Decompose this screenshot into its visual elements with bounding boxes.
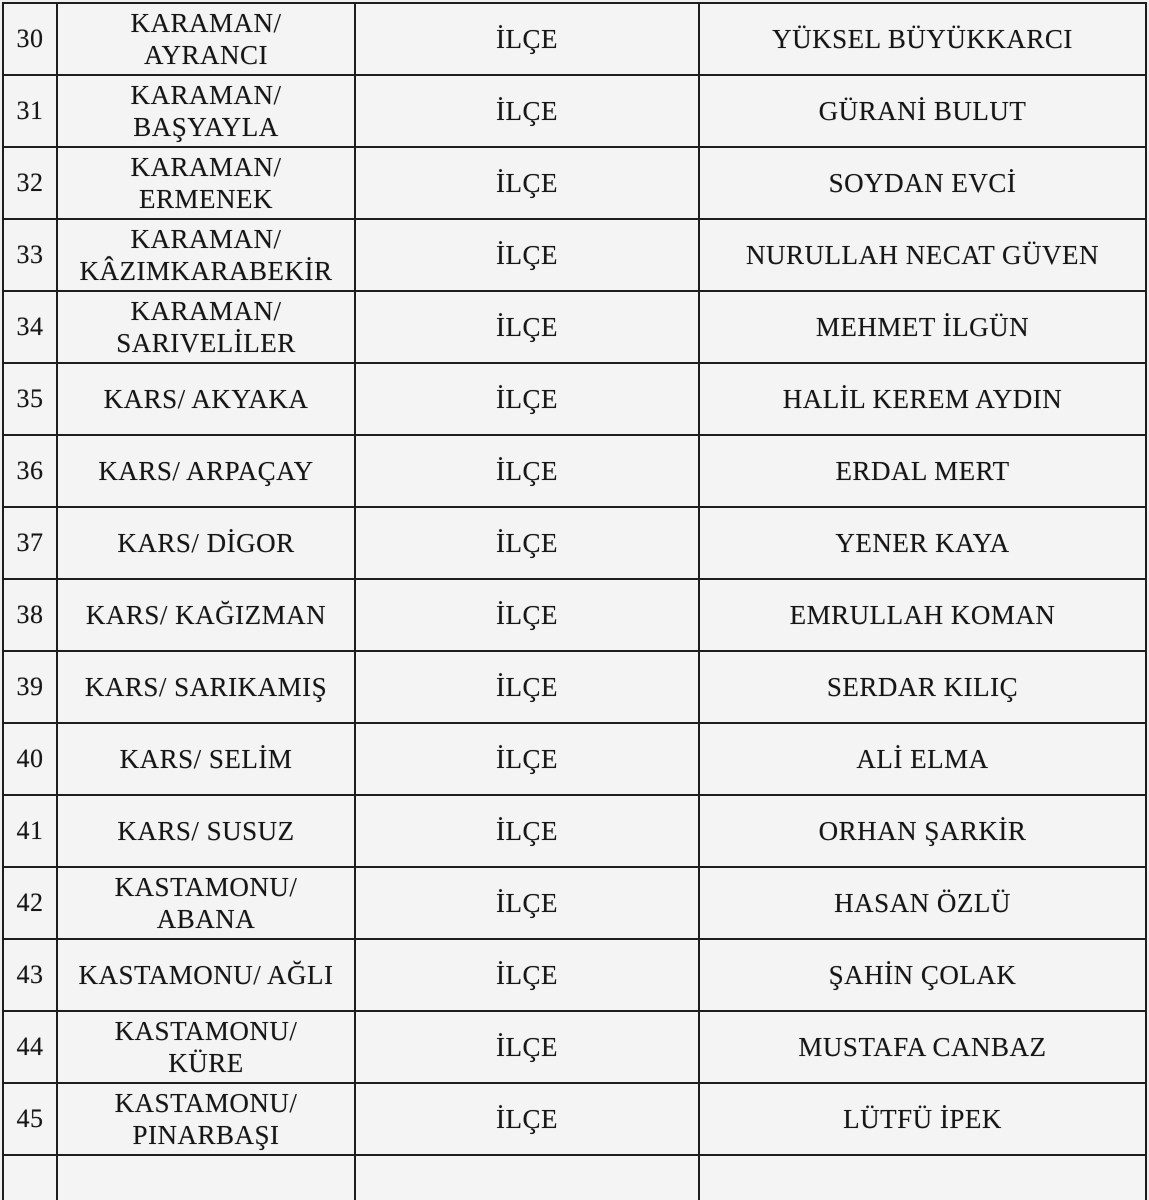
row-number-cell: 34 (3, 291, 57, 363)
row-number-cell: 45 (3, 1083, 57, 1155)
table-row (3, 723, 1146, 795)
location-line: KARS/ AKYAKA (103, 384, 309, 414)
location-line: BAŞYAYLA (133, 112, 279, 142)
name-cell: MEHMET İLGÜN (699, 291, 1146, 363)
name-cell: ORHAN ŞARKİR (699, 795, 1146, 867)
table-body (3, 3, 1146, 1200)
table-row (3, 1083, 1146, 1155)
type-cell: İLÇE (355, 219, 699, 291)
name-cell (699, 1155, 1146, 1200)
location-line: KARAMAN/ (130, 80, 282, 110)
type-cell: İLÇE (355, 507, 699, 579)
location-line: KARS/ SUSUZ (117, 816, 295, 846)
name-cell: HALİL KEREM AYDIN (699, 363, 1146, 435)
location-line: KASTAMONU/ (114, 872, 298, 902)
type-cell: İLÇE (355, 795, 699, 867)
location-cell (57, 579, 355, 651)
location-cell (57, 291, 355, 363)
row-number-cell: 36 (3, 435, 57, 507)
table-row (3, 507, 1146, 579)
table-row (3, 795, 1146, 867)
type-cell: İLÇE (355, 1083, 699, 1155)
location-line: KARS/ KAĞIZMAN (85, 600, 327, 630)
location-cell (57, 219, 355, 291)
type-cell: İLÇE (355, 1011, 699, 1083)
location-cell (57, 723, 355, 795)
location-line: KASTAMONU/ (114, 1016, 298, 1046)
type-cell: İLÇE (355, 75, 699, 147)
type-cell: İLÇE (355, 291, 699, 363)
table-row (3, 3, 1146, 75)
location-line: KARS/ SARIKAMIŞ (84, 672, 328, 702)
row-number-cell: 35 (3, 363, 57, 435)
location-cell (57, 147, 355, 219)
name-cell: YENER KAYA (699, 507, 1146, 579)
type-cell: İLÇE (355, 147, 699, 219)
row-number-cell: 38 (3, 579, 57, 651)
type-cell: İLÇE (355, 723, 699, 795)
location-cell (57, 1083, 355, 1155)
table-row (3, 1011, 1146, 1083)
location-line: AYRANCI (143, 40, 269, 70)
location-line: KARAMAN/ (130, 224, 282, 254)
table-row (3, 435, 1146, 507)
name-cell: NURULLAH NECAT GÜVEN (699, 219, 1146, 291)
table-row (3, 75, 1146, 147)
location-line: KASTAMONU/ (114, 1088, 298, 1118)
name-cell: ERDAL MERT (699, 435, 1146, 507)
table-row (3, 867, 1146, 939)
row-number-cell: 44 (3, 1011, 57, 1083)
row-number-cell: 43 (3, 939, 57, 1011)
table-row (3, 147, 1146, 219)
table-row (3, 579, 1146, 651)
name-cell: YÜKSEL BÜYÜKKARCI (699, 3, 1146, 75)
name-cell: ŞAHİN ÇOLAK (699, 939, 1146, 1011)
row-number-cell: 32 (3, 147, 57, 219)
location-line: KARS/ SELİM (119, 744, 293, 774)
location-line: KARAMAN/ (130, 8, 282, 38)
name-cell: MUSTAFA CANBAZ (699, 1011, 1146, 1083)
table-row-partial (3, 1155, 1146, 1200)
table-row (3, 651, 1146, 723)
location-line: KÂZIMKARABEKİR (79, 256, 333, 286)
location-line: KARAMAN/ (130, 296, 282, 326)
location-cell (57, 651, 355, 723)
location-cell (57, 867, 355, 939)
location-line: SARIVELİLER (116, 328, 296, 358)
location-cell (57, 795, 355, 867)
table-row (3, 363, 1146, 435)
location-cell (57, 507, 355, 579)
location-cell (57, 939, 355, 1011)
type-cell: İLÇE (355, 363, 699, 435)
location-line: ERMENEK (139, 184, 273, 214)
row-number-cell: 39 (3, 651, 57, 723)
name-cell: LÜTFÜ İPEK (699, 1083, 1146, 1155)
location-line: ABANA (156, 904, 256, 934)
name-cell: GÜRANİ BULUT (699, 75, 1146, 147)
table-row (3, 291, 1146, 363)
location-line: KÜRE (168, 1048, 244, 1078)
location-cell (57, 363, 355, 435)
row-number-cell: 31 (3, 75, 57, 147)
location-cell (57, 435, 355, 507)
name-cell: ALİ ELMA (699, 723, 1146, 795)
name-cell: EMRULLAH KOMAN (699, 579, 1146, 651)
officials-table (2, 2, 1147, 1200)
type-cell: İLÇE (355, 939, 699, 1011)
row-number-cell: 33 (3, 219, 57, 291)
location-line: KARS/ DİGOR (117, 528, 295, 558)
location-cell (57, 3, 355, 75)
location-line: KARAMAN/ (130, 152, 282, 182)
type-cell: İLÇE (355, 435, 699, 507)
type-cell: İLÇE (355, 651, 699, 723)
name-cell: SOYDAN EVCİ (699, 147, 1146, 219)
table-row (3, 939, 1146, 1011)
row-number-cell: 41 (3, 795, 57, 867)
type-cell: İLÇE (355, 867, 699, 939)
row-number-cell: 30 (3, 3, 57, 75)
name-cell: HASAN ÖZLÜ (699, 867, 1146, 939)
row-number-cell: 37 (3, 507, 57, 579)
location-line: KASTAMONU/ AĞLI (78, 960, 334, 990)
location-line: PINARBAŞI (132, 1120, 280, 1150)
table-row (3, 219, 1146, 291)
location-cell (57, 1155, 355, 1200)
name-cell: SERDAR KILIÇ (699, 651, 1146, 723)
row-number-cell: 40 (3, 723, 57, 795)
row-number-cell (3, 1155, 57, 1200)
row-number-cell: 42 (3, 867, 57, 939)
location-cell (57, 75, 355, 147)
type-cell (355, 1155, 699, 1200)
type-cell: İLÇE (355, 3, 699, 75)
location-line: KARS/ ARPAÇAY (98, 456, 314, 486)
location-cell (57, 1011, 355, 1083)
type-cell: İLÇE (355, 579, 699, 651)
